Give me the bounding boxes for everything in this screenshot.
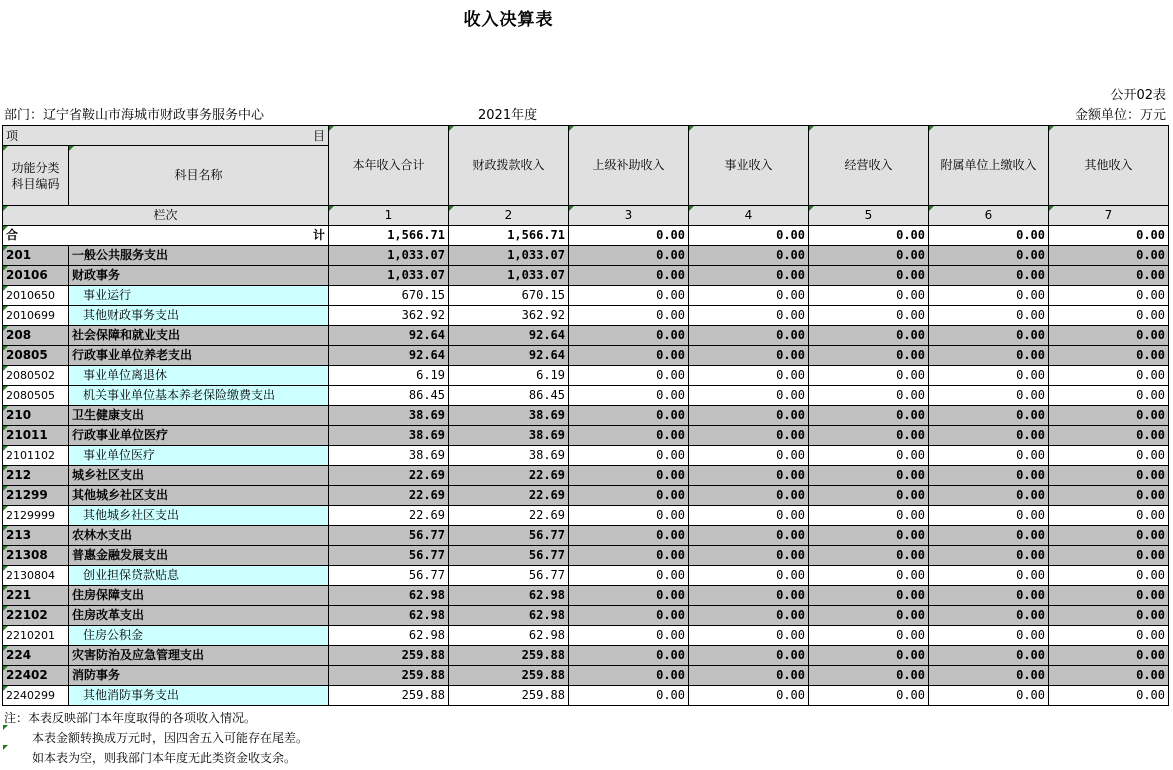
amount-cell: 0.00 xyxy=(809,406,929,426)
table-row xyxy=(3,646,1169,666)
department-label: 部门：辽宁省鞍山市海城市财政事务服务中心 xyxy=(4,108,265,123)
col-header-3: 上级补助收入 xyxy=(569,126,689,206)
amount-cell: 0.00 xyxy=(1049,346,1169,366)
amount-cell: 0.00 xyxy=(1049,566,1169,586)
note-line-3: 如本表为空，则我部门本年度无此类资金收支余。 xyxy=(32,751,297,765)
subject-code: 210 xyxy=(3,406,69,426)
amount-cell: 0.00 xyxy=(1049,326,1169,346)
subject-code: 2080505 xyxy=(3,386,69,406)
col-index-4: 4 xyxy=(689,206,809,226)
table-row xyxy=(3,266,1169,286)
amount-cell: 259.88 xyxy=(449,686,569,706)
amount-cell: 0.00 xyxy=(929,566,1049,586)
cell-marker xyxy=(3,745,8,750)
amount-cell: 0.00 xyxy=(689,586,809,606)
amount-cell: 0.00 xyxy=(929,526,1049,546)
amount-cell: 92.64 xyxy=(449,326,569,346)
cell-marker xyxy=(3,725,8,730)
fiscal-year: 2021年度 xyxy=(478,108,538,123)
amount-cell: 0.00 xyxy=(569,466,689,486)
amount-cell: 0.00 xyxy=(569,606,689,626)
total-row xyxy=(3,226,1169,246)
amount-cell: 0.00 xyxy=(809,306,929,326)
mu-label: 目 xyxy=(312,129,325,143)
total-label-left: 合 xyxy=(6,228,19,242)
amount-cell: 0.00 xyxy=(809,506,929,526)
amount-cell: 38.69 xyxy=(329,406,449,426)
amount-cell: 0.00 xyxy=(1049,426,1169,446)
amount-cell: 0.00 xyxy=(929,446,1049,466)
amount-cell: 0.00 xyxy=(929,386,1049,406)
amount-cell: 0.00 xyxy=(809,486,929,506)
amount-cell: 62.98 xyxy=(329,586,449,606)
amount-cell: 670.15 xyxy=(449,286,569,306)
amount-cell: 1,033.07 xyxy=(449,246,569,266)
amount-cell: 0.00 xyxy=(689,686,809,706)
amount-cell: 56.77 xyxy=(449,546,569,566)
amount-cell: 0.00 xyxy=(689,406,809,426)
amount-cell: 0.00 xyxy=(809,546,929,566)
amount-cell: 0.00 xyxy=(689,666,809,686)
amount-cell: 0.00 xyxy=(1049,466,1169,486)
amount-cell: 259.88 xyxy=(329,666,449,686)
total-value-2: 1,566.71 xyxy=(449,226,569,246)
table-row xyxy=(3,326,1169,346)
subject-code: 2130804 xyxy=(3,566,69,586)
amount-cell: 259.88 xyxy=(329,686,449,706)
amount-cell: 0.00 xyxy=(569,646,689,666)
amount-cell: 0.00 xyxy=(1049,526,1169,546)
col-index-2: 2 xyxy=(449,206,569,226)
total-value-5: 0.00 xyxy=(809,226,929,246)
amount-cell: 0.00 xyxy=(689,526,809,546)
amount-cell: 86.45 xyxy=(449,386,569,406)
amount-cell: 92.64 xyxy=(329,326,449,346)
amount-cell: 0.00 xyxy=(809,526,929,546)
amount-cell: 0.00 xyxy=(1049,246,1169,266)
table-row xyxy=(3,526,1169,546)
amount-cell: 0.00 xyxy=(809,326,929,346)
amount-cell: 0.00 xyxy=(809,646,929,666)
table-row xyxy=(3,306,1169,326)
amount-cell: 0.00 xyxy=(1049,446,1169,466)
col-header-4: 事业收入 xyxy=(689,126,809,206)
total-value-6: 0.00 xyxy=(929,226,1049,246)
page-title: 收入决算表 xyxy=(463,10,554,30)
amount-cell: 0.00 xyxy=(569,526,689,546)
amount-cell: 0.00 xyxy=(1049,646,1169,666)
table-row xyxy=(3,466,1169,486)
amount-cell: 62.98 xyxy=(449,626,569,646)
amount-cell: 0.00 xyxy=(929,626,1049,646)
subject-code: 221 xyxy=(3,586,69,606)
amount-cell: 0.00 xyxy=(809,606,929,626)
total-label-right: 计 xyxy=(312,228,325,242)
amount-cell: 0.00 xyxy=(689,246,809,266)
amount-cell: 56.77 xyxy=(449,526,569,546)
amount-cell: 0.00 xyxy=(809,686,929,706)
amount-cell: 0.00 xyxy=(929,266,1049,286)
amount-cell: 0.00 xyxy=(569,366,689,386)
amount-cell: 0.00 xyxy=(809,286,929,306)
table-row xyxy=(3,686,1169,706)
total-value-1: 1,566.71 xyxy=(329,226,449,246)
amount-cell: 1,033.07 xyxy=(329,266,449,286)
table-row xyxy=(3,546,1169,566)
amount-cell: 0.00 xyxy=(929,586,1049,606)
amount-cell: 0.00 xyxy=(1049,626,1169,646)
subject-code: 2010699 xyxy=(3,306,69,326)
amount-cell: 0.00 xyxy=(929,406,1049,426)
amount-cell: 259.88 xyxy=(449,666,569,686)
table-row xyxy=(3,426,1169,446)
amount-cell: 0.00 xyxy=(569,566,689,586)
amount-cell: 0.00 xyxy=(569,506,689,526)
subject-name: 社会保障和就业支出 xyxy=(69,326,329,346)
amount-cell: 0.00 xyxy=(689,326,809,346)
amount-cell: 62.98 xyxy=(449,606,569,626)
amount-cell: 0.00 xyxy=(689,426,809,446)
table-row xyxy=(3,366,1169,386)
amount-cell: 0.00 xyxy=(569,446,689,466)
subject-name: 城乡社区支出 xyxy=(69,466,329,486)
amount-cell: 0.00 xyxy=(569,246,689,266)
amount-cell: 0.00 xyxy=(809,466,929,486)
subject-code: 22402 xyxy=(3,666,69,686)
amount-cell: 0.00 xyxy=(929,506,1049,526)
subject-code: 21308 xyxy=(3,546,69,566)
amount-cell: 0.00 xyxy=(929,646,1049,666)
amount-cell: 0.00 xyxy=(809,626,929,646)
subject-code: 2240299 xyxy=(3,686,69,706)
amount-cell: 0.00 xyxy=(689,506,809,526)
amount-cell: 0.00 xyxy=(689,346,809,366)
note-line-2: 本表金额转换成万元时，因四舍五入可能存在尾差。 xyxy=(32,731,309,745)
amount-cell: 0.00 xyxy=(809,586,929,606)
subject-name: 行政事业单位养老支出 xyxy=(69,346,329,366)
xiang-mu-header xyxy=(3,126,329,146)
amount-cell: 38.69 xyxy=(329,446,449,466)
amount-cell: 0.00 xyxy=(809,426,929,446)
subject-name: 机关事业单位基本养老保险缴费支出 xyxy=(69,386,329,406)
amount-cell: 86.45 xyxy=(329,386,449,406)
subject-name: 财政事务 xyxy=(69,266,329,286)
amount-cell: 0.00 xyxy=(689,546,809,566)
amount-cell: 0.00 xyxy=(1049,306,1169,326)
amount-cell: 1,033.07 xyxy=(329,246,449,266)
amount-cell: 362.92 xyxy=(449,306,569,326)
amount-cell: 0.00 xyxy=(689,646,809,666)
subject-code: 2210201 xyxy=(3,626,69,646)
amount-cell: 0.00 xyxy=(809,246,929,266)
amount-cell: 6.19 xyxy=(329,366,449,386)
amount-cell: 0.00 xyxy=(929,346,1049,366)
amount-cell: 0.00 xyxy=(809,446,929,466)
subject-name: 普惠金融发展支出 xyxy=(69,546,329,566)
subject-code: 213 xyxy=(3,526,69,546)
total-value-4: 0.00 xyxy=(689,226,809,246)
amount-cell: 22.69 xyxy=(449,506,569,526)
amount-cell: 0.00 xyxy=(929,426,1049,446)
amount-cell: 0.00 xyxy=(689,466,809,486)
amount-cell: 0.00 xyxy=(1049,486,1169,506)
subject-code: 208 xyxy=(3,326,69,346)
amount-cell: 0.00 xyxy=(569,486,689,506)
amount-cell: 92.64 xyxy=(449,346,569,366)
subject-name: 其他城乡社区支出 xyxy=(69,486,329,506)
amount-cell: 0.00 xyxy=(1049,266,1169,286)
col-header-5: 经营收入 xyxy=(809,126,929,206)
amount-cell: 0.00 xyxy=(929,486,1049,506)
col-index-1: 1 xyxy=(329,206,449,226)
amount-cell: 22.69 xyxy=(449,486,569,506)
table-row xyxy=(3,346,1169,366)
amount-cell: 0.00 xyxy=(689,486,809,506)
amount-cell: 0.00 xyxy=(689,386,809,406)
subject-code: 21299 xyxy=(3,486,69,506)
amount-cell: 0.00 xyxy=(689,366,809,386)
amount-unit: 金额单位：万元 xyxy=(1074,108,1166,123)
subject-name: 农林水支出 xyxy=(69,526,329,546)
total-value-3: 0.00 xyxy=(569,226,689,246)
amount-cell: 38.69 xyxy=(449,446,569,466)
col-index-3: 3 xyxy=(569,206,689,226)
amount-cell: 6.19 xyxy=(449,366,569,386)
amount-cell: 22.69 xyxy=(329,486,449,506)
amount-cell: 0.00 xyxy=(569,346,689,366)
subject-name: 住房保障支出 xyxy=(69,586,329,606)
subject-name: 住房改革支出 xyxy=(69,606,329,626)
subject-name: 事业单位医疗 xyxy=(69,446,329,466)
table-row xyxy=(3,486,1169,506)
subject-name: 事业运行 xyxy=(69,286,329,306)
table-row xyxy=(3,286,1169,306)
table-row xyxy=(3,606,1169,626)
amount-cell: 56.77 xyxy=(449,566,569,586)
amount-cell: 0.00 xyxy=(689,626,809,646)
subject-name: 其他城乡社区支出 xyxy=(69,506,329,526)
subject-code: 2129999 xyxy=(3,506,69,526)
table-row xyxy=(3,446,1169,466)
amount-cell: 56.77 xyxy=(329,566,449,586)
amount-cell: 0.00 xyxy=(809,666,929,686)
col-header-6: 附属单位上缴收入 xyxy=(929,126,1049,206)
subject-code: 20106 xyxy=(3,266,69,286)
subject-code: 212 xyxy=(3,466,69,486)
subject-code: 2010650 xyxy=(3,286,69,306)
amount-cell: 22.69 xyxy=(329,466,449,486)
subject-code: 224 xyxy=(3,646,69,666)
amount-cell: 0.00 xyxy=(809,346,929,366)
note-line-1: 注：本表反映部门本年度取得的各项收入情况。 xyxy=(4,711,257,725)
col-header-1: 本年收入合计 xyxy=(329,126,449,206)
table-row xyxy=(3,566,1169,586)
amount-cell: 0.00 xyxy=(929,306,1049,326)
subject-name: 行政事业单位医疗 xyxy=(69,426,329,446)
amount-cell: 0.00 xyxy=(1049,406,1169,426)
subject-code: 2101102 xyxy=(3,446,69,466)
amount-cell: 0.00 xyxy=(809,366,929,386)
subject-name: 消防事务 xyxy=(69,666,329,686)
table-row xyxy=(3,586,1169,606)
subject-code: 20805 xyxy=(3,346,69,366)
subject-name: 其他财政事务支出 xyxy=(69,306,329,326)
amount-cell: 0.00 xyxy=(569,666,689,686)
amount-cell: 62.98 xyxy=(329,626,449,646)
amount-cell: 56.77 xyxy=(329,546,449,566)
amount-cell: 0.00 xyxy=(1049,686,1169,706)
table-row xyxy=(3,506,1169,526)
col-header-7: 其他收入 xyxy=(1049,126,1169,206)
amount-cell: 0.00 xyxy=(929,666,1049,686)
table-row xyxy=(3,386,1169,406)
amount-cell: 38.69 xyxy=(329,426,449,446)
subject-name: 住房公积金 xyxy=(69,626,329,646)
subject-name: 灾害防治及应急管理支出 xyxy=(69,646,329,666)
amount-cell: 0.00 xyxy=(1049,366,1169,386)
amount-cell: 362.92 xyxy=(329,306,449,326)
subject-name: 其他消防事务支出 xyxy=(69,686,329,706)
amount-cell: 0.00 xyxy=(569,286,689,306)
amount-cell: 0.00 xyxy=(929,686,1049,706)
amount-cell: 0.00 xyxy=(689,446,809,466)
col-index-6: 6 xyxy=(929,206,1049,226)
amount-cell: 0.00 xyxy=(569,586,689,606)
amount-cell: 0.00 xyxy=(929,546,1049,566)
amount-cell: 38.69 xyxy=(449,426,569,446)
total-label xyxy=(3,226,329,246)
amount-cell: 0.00 xyxy=(689,306,809,326)
amount-cell: 0.00 xyxy=(929,606,1049,626)
lanci-label: 栏次 xyxy=(3,206,329,226)
amount-cell: 0.00 xyxy=(569,626,689,646)
amount-cell: 0.00 xyxy=(929,466,1049,486)
col-header-2: 财政拨款收入 xyxy=(449,126,569,206)
amount-cell: 259.88 xyxy=(449,646,569,666)
amount-cell: 0.00 xyxy=(569,386,689,406)
subject-code: 201 xyxy=(3,246,69,266)
amount-cell: 0.00 xyxy=(689,566,809,586)
subject-name: 事业单位离退休 xyxy=(69,366,329,386)
amount-cell: 0.00 xyxy=(809,386,929,406)
amount-cell: 1,033.07 xyxy=(449,266,569,286)
form-number: 公开02表 xyxy=(1110,88,1166,103)
subject-name: 创业担保贷款贴息 xyxy=(69,566,329,586)
amount-cell: 0.00 xyxy=(569,266,689,286)
subject-code: 22102 xyxy=(3,606,69,626)
subject-name: 卫生健康支出 xyxy=(69,406,329,426)
income-statement-table xyxy=(2,125,1169,706)
amount-cell: 0.00 xyxy=(689,606,809,626)
amount-cell: 62.98 xyxy=(449,586,569,606)
amount-cell: 670.15 xyxy=(329,286,449,306)
amount-cell: 0.00 xyxy=(929,366,1049,386)
total-value-7: 0.00 xyxy=(1049,226,1169,246)
table-row xyxy=(3,246,1169,266)
func-code-header: 功能分类 科目编码 xyxy=(3,146,69,206)
amount-cell: 0.00 xyxy=(1049,506,1169,526)
subject-code: 21011 xyxy=(3,426,69,446)
col-index-5: 5 xyxy=(809,206,929,226)
amount-cell: 0.00 xyxy=(809,566,929,586)
amount-cell: 0.00 xyxy=(689,266,809,286)
amount-cell: 0.00 xyxy=(569,406,689,426)
amount-cell: 0.00 xyxy=(1049,286,1169,306)
amount-cell: 0.00 xyxy=(929,326,1049,346)
col-index-7: 7 xyxy=(1049,206,1169,226)
amount-cell: 22.69 xyxy=(449,466,569,486)
amount-cell: 0.00 xyxy=(1049,386,1169,406)
amount-cell: 0.00 xyxy=(929,246,1049,266)
amount-cell: 0.00 xyxy=(929,286,1049,306)
amount-cell: 0.00 xyxy=(569,686,689,706)
amount-cell: 0.00 xyxy=(809,266,929,286)
amount-cell: 0.00 xyxy=(569,546,689,566)
amount-cell: 0.00 xyxy=(1049,586,1169,606)
amount-cell: 0.00 xyxy=(569,326,689,346)
subject-name-header: 科目名称 xyxy=(69,146,329,206)
amount-cell: 0.00 xyxy=(1049,606,1169,626)
amount-cell: 22.69 xyxy=(329,506,449,526)
xiang-label: 项 xyxy=(6,129,19,143)
table-row xyxy=(3,666,1169,686)
amount-cell: 0.00 xyxy=(569,306,689,326)
amount-cell: 38.69 xyxy=(449,406,569,426)
subject-name: 一般公共服务支出 xyxy=(69,246,329,266)
subject-code: 2080502 xyxy=(3,366,69,386)
amount-cell: 259.88 xyxy=(329,646,449,666)
table-row xyxy=(3,626,1169,646)
amount-cell: 0.00 xyxy=(1049,546,1169,566)
table-row xyxy=(3,406,1169,426)
amount-cell: 92.64 xyxy=(329,346,449,366)
amount-cell: 56.77 xyxy=(329,526,449,546)
amount-cell: 0.00 xyxy=(689,286,809,306)
amount-cell: 0.00 xyxy=(569,426,689,446)
amount-cell: 62.98 xyxy=(329,606,449,626)
amount-cell: 0.00 xyxy=(1049,666,1169,686)
